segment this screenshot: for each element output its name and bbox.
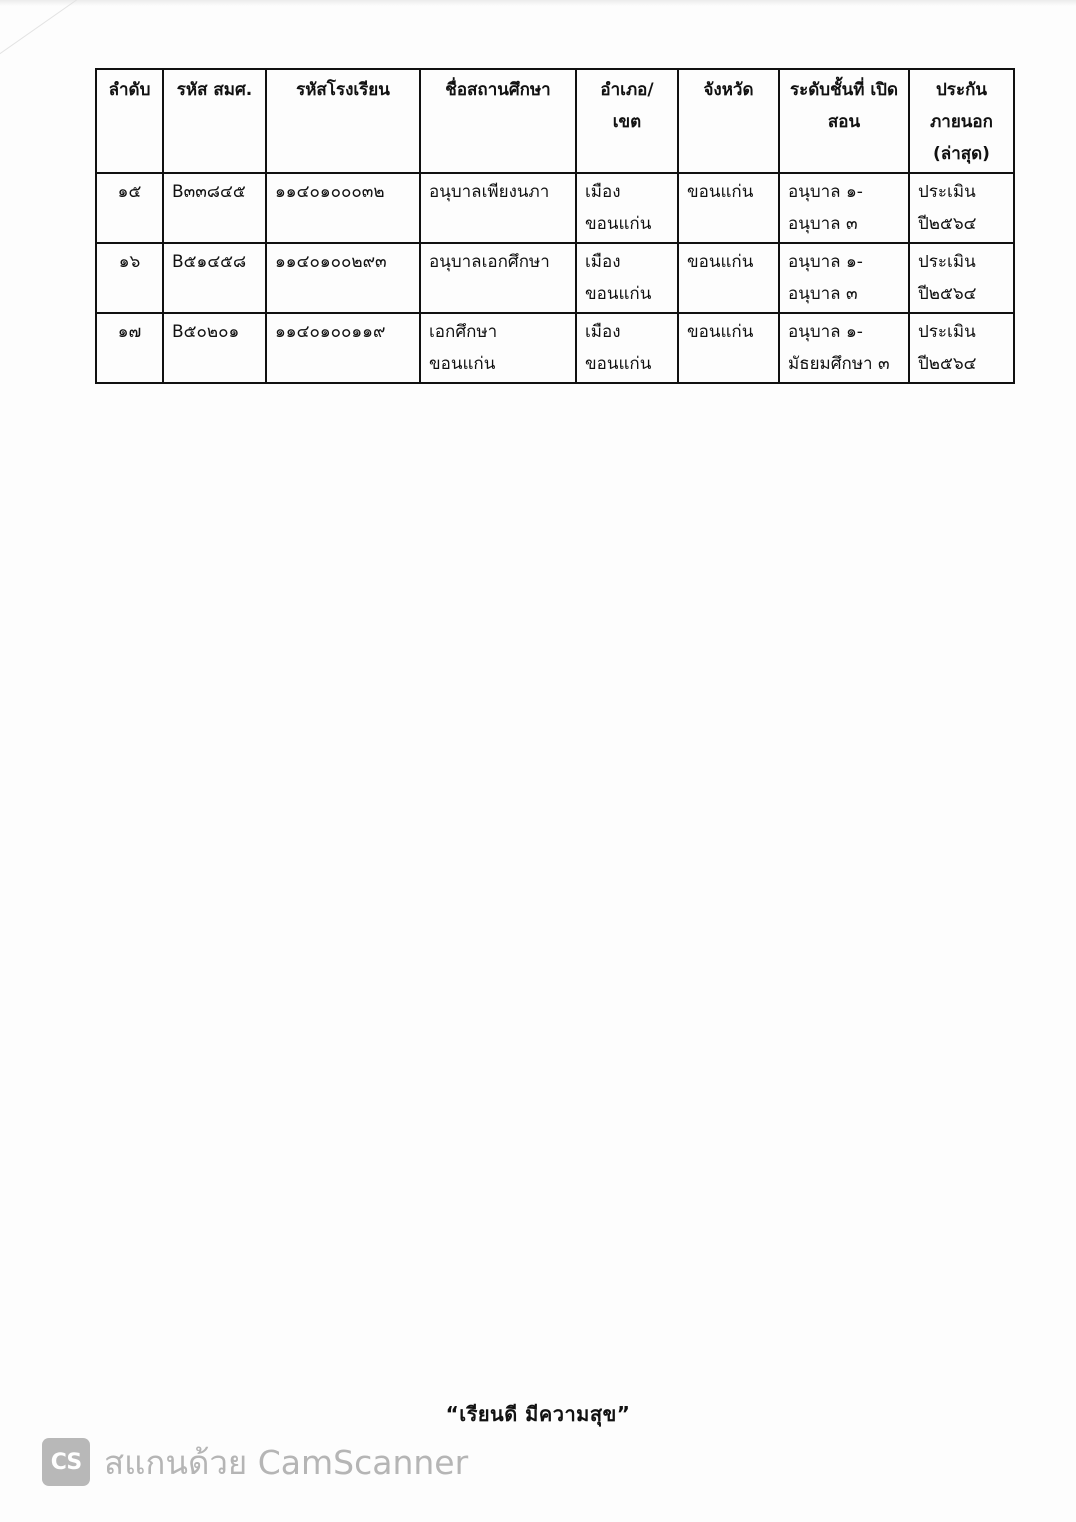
cell-school-name: อนุบาลเอกศึกษา: [420, 243, 576, 313]
cell-district: เมือง ขอนแก่น: [576, 173, 678, 243]
cell-onesqa-code: B๕๑๔๕๘: [163, 243, 266, 313]
header-onesqa-code: รหัส สมศ.: [163, 69, 266, 173]
cell-district: เมือง ขอนแก่น: [576, 313, 678, 383]
cell-province: ขอนแก่น: [678, 243, 779, 313]
paper-fold-line: [0, 0, 154, 61]
cell-order: ๑๖: [96, 243, 163, 313]
scan-edge-shadow: [0, 0, 1076, 6]
table-row: [96, 173, 1014, 243]
cell-levels: อนุบาล ๑- อนุบาล ๓: [779, 173, 909, 243]
cell-school-code: ๑๑๔๐๑๐๐๑๑๙: [266, 313, 420, 383]
header-external-assessment: ประกัน ภายนอก (ล่าสุด): [909, 69, 1014, 173]
header-levels: ระดับชั้นที่ เปิดสอน: [779, 69, 909, 173]
header-order: ลำดับ: [96, 69, 163, 173]
header-province: จังหวัด: [678, 69, 779, 173]
school-motto: “เรียนดี มีความสุข”: [445, 1402, 631, 1426]
cell-school-name: เอกศึกษา ขอนแก่น: [420, 313, 576, 383]
cell-onesqa-code: B๓๓๘๔๕: [163, 173, 266, 243]
camscanner-watermark: [42, 1436, 468, 1488]
table-header-row: [96, 69, 1014, 173]
cell-province: ขอนแก่น: [678, 313, 779, 383]
cell-assessment: ประเมิน ปี๒๕๖๔: [909, 173, 1014, 243]
cell-school-code: ๑๑๔๐๑๐๐๒๙๓: [266, 243, 420, 313]
table-row: [96, 313, 1014, 383]
school-table: [95, 68, 1015, 384]
cell-order: ๑๕: [96, 173, 163, 243]
cell-school-name: อนุบาลเพียงนภา: [420, 173, 576, 243]
cell-school-code: ๑๑๔๐๑๐๐๐๓๒: [266, 173, 420, 243]
header-school-code: รหัสโรงเรียน: [266, 69, 420, 173]
header-district: อำเภอ/ เขต: [576, 69, 678, 173]
cell-onesqa-code: B๕๐๒๐๑: [163, 313, 266, 383]
cell-order: ๑๗: [96, 313, 163, 383]
camscanner-logo-icon: CS: [42, 1438, 90, 1486]
table-row: [96, 243, 1014, 313]
header-school-name: ชื่อสถานศึกษา: [420, 69, 576, 173]
cell-assessment: ประเมิน ปี๒๕๖๔: [909, 243, 1014, 313]
cell-assessment: ประเมิน ปี๒๕๖๔: [909, 313, 1014, 383]
camscanner-text: สแกนด้วย CamScanner: [104, 1442, 469, 1482]
cell-levels: อนุบาล ๑- มัธยมศึกษา ๓: [779, 313, 909, 383]
cell-province: ขอนแก่น: [678, 173, 779, 243]
cell-district: เมือง ขอนแก่น: [576, 243, 678, 313]
cell-levels: อนุบาล ๑- อนุบาล ๓: [779, 243, 909, 313]
